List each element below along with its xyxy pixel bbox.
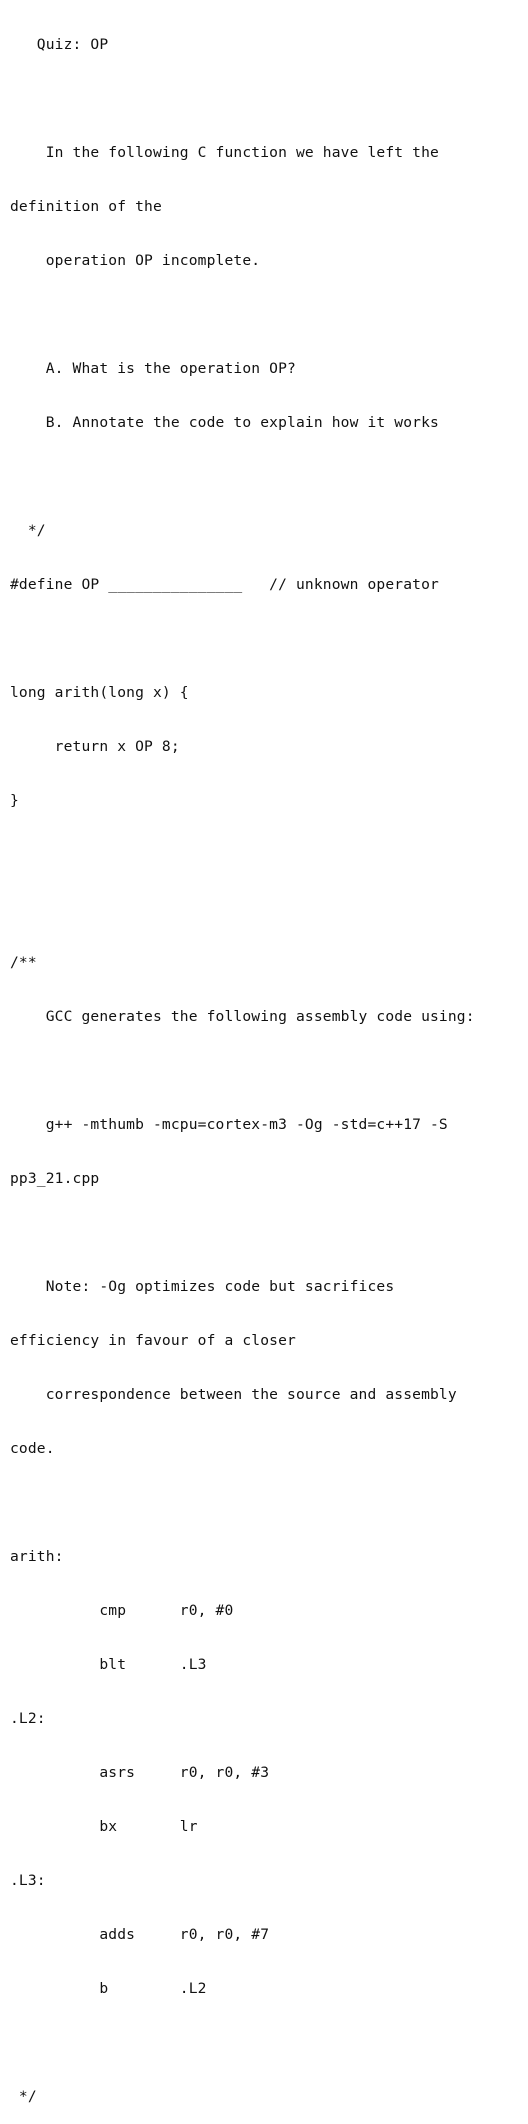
question-b: B. Annotate the code to explain how it works [10, 414, 439, 431]
note-line-3: correspondence between the source and assembly [10, 1386, 457, 1403]
asm-adds: adds r0, r0, #7 [10, 1926, 270, 1943]
compile-command-1: g++ -mthumb -mcpu=cortex-m3 -Og -std=c++17 -S [10, 1116, 448, 1133]
compile-command-2: pp3_21.cpp [10, 1170, 100, 1187]
final-comment-close: */ [10, 2088, 37, 2105]
define-line: #define OP _______________ // unknown operator [10, 576, 439, 593]
note-line-2: efficiency in favour of a closer [10, 1332, 296, 1349]
note-line-4: code. [10, 1440, 55, 1457]
asm-asrs: asrs r0, r0, #3 [10, 1764, 270, 1781]
label-l2: .L2: [10, 1710, 46, 1727]
asm-cmp: cmp r0, #0 [10, 1602, 234, 1619]
note-line-1: Note: -Og optimizes code but sacrifices [10, 1278, 395, 1295]
comment-close: */ [10, 522, 46, 539]
asm-bx: bx lr [10, 1818, 198, 1835]
gcc-comment-open: /** [10, 954, 37, 971]
intro-line-2: definition of the [10, 198, 162, 215]
function-signature: long arith(long x) { [10, 684, 189, 701]
intro-line-3: operation OP incomplete. [10, 252, 261, 269]
gcc-generates-line: GCC generates the following assembly code using: [10, 1008, 475, 1025]
closing-brace: } [10, 792, 19, 809]
intro-line-1: In the following C function we have left the [10, 144, 439, 161]
code-document [10, 0, 522, 2124]
return-statement: return x OP 8; [10, 738, 180, 755]
label-arith: arith: [10, 1548, 64, 1565]
asm-b: b .L2 [10, 1980, 207, 1997]
quiz-title: Quiz: OP [10, 36, 109, 53]
question-a: A. What is the operation OP? [10, 360, 296, 377]
asm-blt: blt .L3 [10, 1656, 207, 1673]
label-l3: .L3: [10, 1872, 46, 1889]
